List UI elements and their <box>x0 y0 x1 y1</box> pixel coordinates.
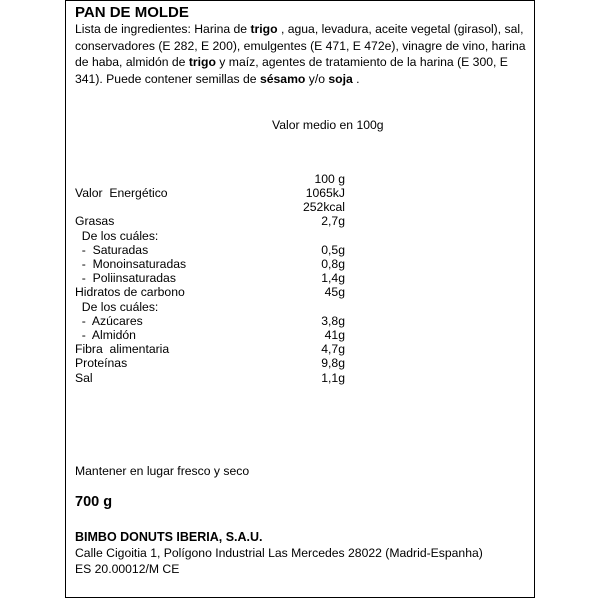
nutrition-row-label: - Saturadas <box>75 242 149 257</box>
nutrition-row-value: 1,1g <box>321 370 345 385</box>
nutrition-row-label: - Poliinsaturadas <box>75 271 176 286</box>
ingredient-text: , agua, levadura, aceite vegetal (girasol), sal, conservadores (E 282, E 200), emulgentes (E 471, E 472e), vinagre de vino, harina de haba, almidón de <box>75 22 526 69</box>
nutrition-row-label: De los cuáles: <box>75 228 159 243</box>
nutrition-row-value: 252kcal <box>302 200 345 215</box>
allergen-text: soja <box>328 71 353 86</box>
nutrition-row-label: Grasas <box>75 214 115 229</box>
nutrition-row-label: Hidratos de carbono <box>75 285 185 300</box>
nutrition-row-value: 0,8g <box>321 257 345 271</box>
nutrition-row-label: Fibra alimentaria <box>75 342 170 357</box>
net-weight: 700 g <box>75 494 113 510</box>
nutrition-column-header: 100 g <box>314 172 345 186</box>
nutrition-row-label: Proteínas <box>75 356 128 371</box>
storage-instructions: Mantener en lugar fresco y seco <box>75 464 250 478</box>
nutrition-row-label: - Monoinsaturadas <box>75 257 187 271</box>
nutrition-row-value: 1065kJ <box>305 186 345 200</box>
nutrition-row-value: 1,4g <box>321 271 345 286</box>
allergen-text: trigo <box>250 22 278 36</box>
product-title: PAN DE MOLDE <box>75 4 189 21</box>
ingredients-list <box>75 21 527 87</box>
ingredient-text: y/o <box>305 71 329 86</box>
ingredient-text: Lista de ingredientes: Harina de <box>75 22 251 36</box>
nutrition-row-value: 45g <box>324 285 345 300</box>
nutrition-row-label: Valor Energético <box>75 186 168 200</box>
company-address: Calle Cigoitia 1, Polígono Industrial Las Mercedes 28022 (Madrid-Espanha) <box>75 546 483 560</box>
nutrition-row-value: 9,8g <box>321 356 345 371</box>
company-name: BIMBO DONUTS IBERIA, S.A.U. <box>75 530 263 544</box>
nutrition-row-value: 41g <box>324 328 345 342</box>
nutrition-row-label: De los cuáles: <box>75 299 159 314</box>
nutrition-row-value: 4,7g <box>321 342 345 357</box>
nutrition-row-value: 2,7g <box>321 214 345 229</box>
nutrition-row-label: - Almidón <box>75 328 136 342</box>
nutrition-heading: Valor medio en 100g <box>272 118 384 132</box>
nutrition-row-label: - Azúcares <box>75 313 143 328</box>
allergen-text: sésamo <box>259 71 306 86</box>
allergen-text: trigo <box>188 55 216 69</box>
nutrition-row-value: 3,8g <box>321 313 345 328</box>
nutrition-row-label: Sal <box>75 370 93 385</box>
ingredient-text: . <box>352 71 360 86</box>
ingredient-text: y maíz, agentes de tratamiento de la harina (E 300, E 341). Puede contener semillas de <box>75 55 508 86</box>
registration-number: ES 20.00012/M CE <box>75 562 180 576</box>
nutrition-row-value: 0,5g <box>321 242 345 257</box>
